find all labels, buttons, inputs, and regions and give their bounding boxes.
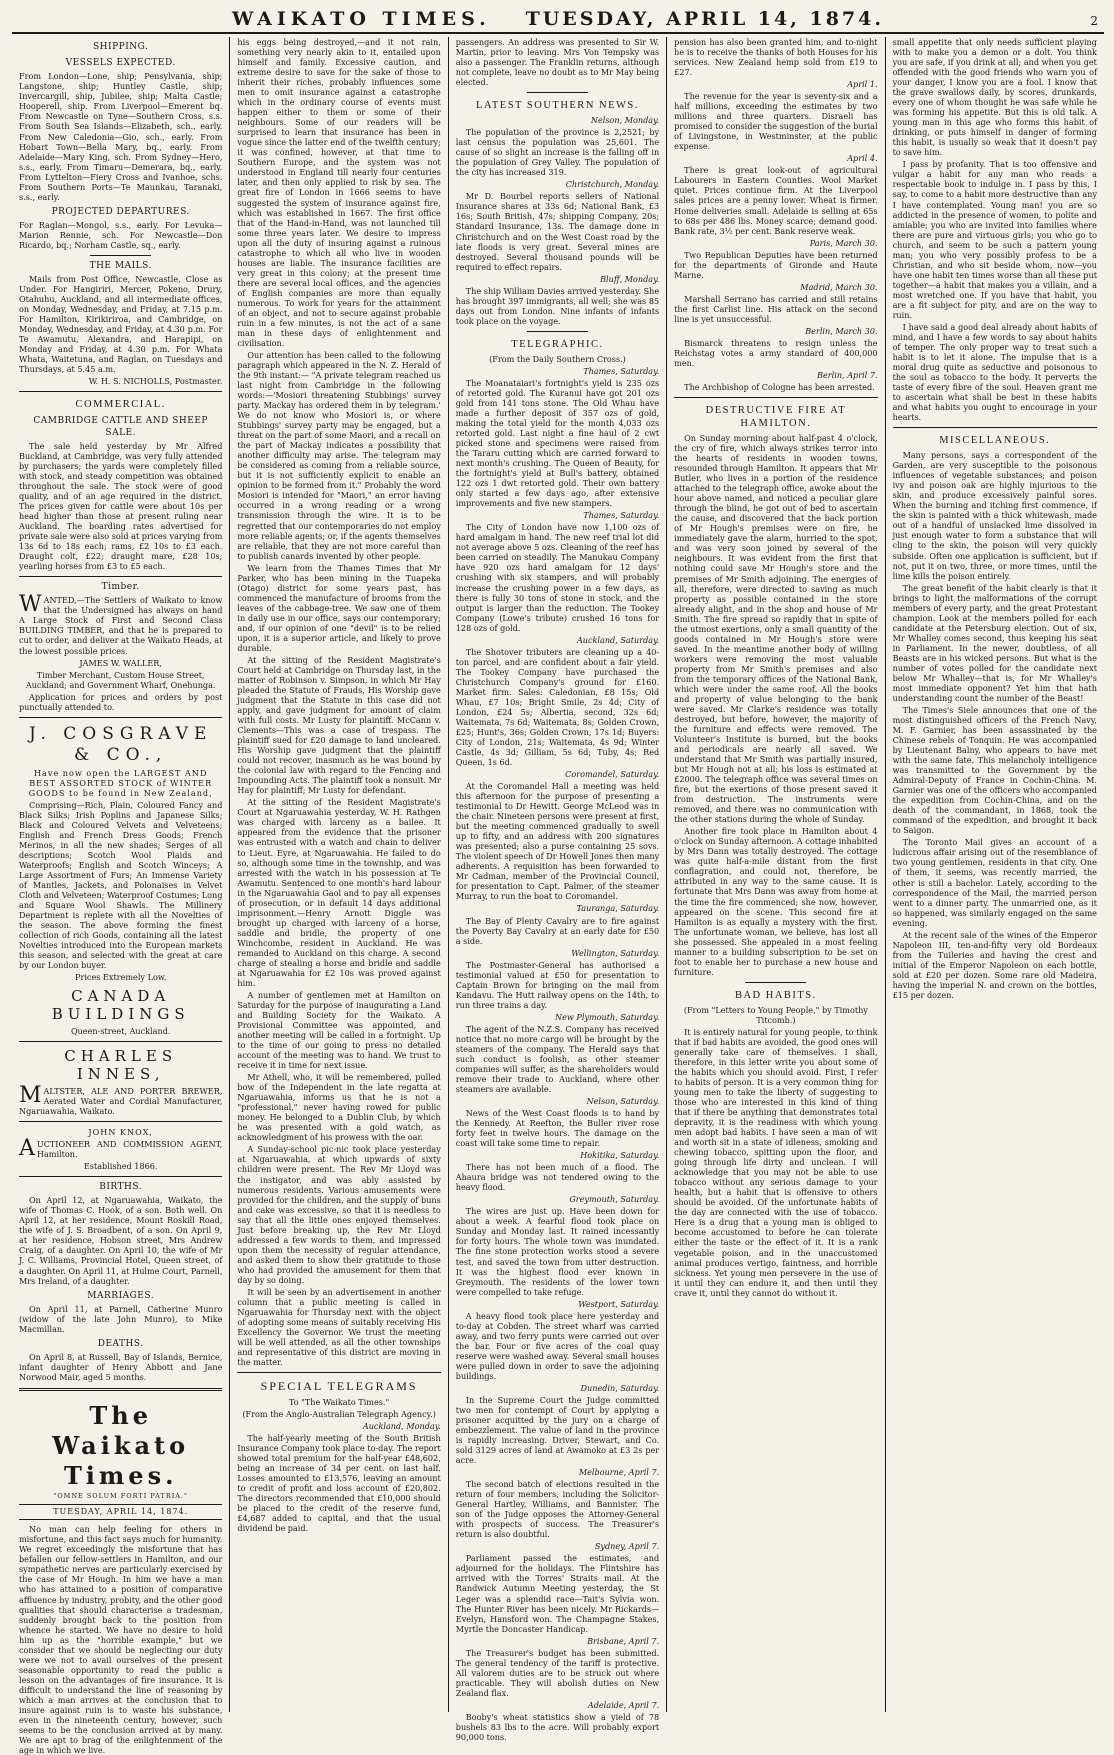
news-text: The wires are just up. Have been down for about a week. A fearful flood took place on Sunday and Monday last. It rained incessantly for forty hours. The whole town was inundated. The fine stone protection works stood a severe test, and saved the town from utter destruction. It was the highest flood ever known in Greymouth. The residents of the lower town were compelled to take refuge. [455,1206,660,1297]
column-1 [12,37,230,1755]
news-dateline: Berlin, April 7. [817,369,878,380]
masthead [12,8,1104,34]
timber-ad-signature: JAMES W. WALLER, [79,657,162,668]
misc-item: The Times's Siele announces that one of the most distinguished officers of the French Navy, M. F. Garnier, has been assassinated by the Chinese rebels of Tonquin. He was accompanied by Lieutenant Balny, who appears to have met with the same fate. This melancholy intelligence was transmitted to the Government by the Admiral-Deputy of France in Cochin-China. M. Garnier was one of the officers who accompanied the expedition from Cochin-China, and on the death of the commandant, in 1868, took the command of the expedition, and brought it back to Saigon. [892,704,1097,836]
vessels-expected-heading: VESSELS EXPECTED. [65,58,176,69]
news-text: Two Republican Deputies have been returned for the departments of Gironde and Haute Marne. [674,249,878,280]
latest-news-list [456,115,659,326]
masthead-title: WAIKATO TIMES. [232,8,491,30]
news-dateline: Madrid, March 30. [800,281,878,292]
cattle-sale-heading: CAMBRIDGE CATTLE AND SHEEP SALE. [33,416,208,438]
article-paragraph: It will be seen by an advertisement in another column that a public meeting is called in Ngaruawahia for Thursday next with the object of adopting some means of suitably receiving His Excellency the Governor. We trust the meeting will be well attended, as all the other townships and representative of this district are moving in the matter. [237,1286,441,1368]
timber-ad-text: WANTED,—The Settlers of Waikato to know that the Undersigned has always on hand A Large Stock of First and Second Class BUILDING TIMBER, and that he is prepared to cut to order, and deliver at the Waikato Heads, at the lowest possible prices. [19,592,223,656]
special-telegrams-dateline: Auckland, Monday. [362,1421,441,1432]
deaths-heading: DEATHS. [97,1338,144,1349]
article-paragraph: At the sitting of the Resident Magistrate's Court held at Cambridge on Thursday last, in the matter of Robinson v. Simpson, in which Mr Hay pleaded the Statute of Frauds, His Worship gave judgment that the Statute in this case did not apply, and gave judgment for amount of claim with full costs. Mr Lusty for plaintiff. McCann v. Clements—This was a case of trespass. The plaintiff sued for £20 damage to land uncleared. His Worship gave judgment that the plaintiff could not recover, inasmuch as he was bound by the colonial law with regard to the Fencing and Impounding Acts. The plaintiff took a nonsuit. Mr Hay for plaintiff; Mr Lusty for defendant. [237,654,441,796]
news-text: The second batch of elections resulted in the return of four members, including the Solicitor-General Hartley, Williams, and Bannister. The son of the Judge opposes the Attorney-General with prospects of success. The Treasurer's return is also doubtful. [455,1479,660,1540]
fire-article-continued: Another fire took place in Hamilton about 4 o'clock on Sunday afternoon. A cottage inhabited by Mrs Dann was totally destroyed. The cottage was quite half-a-mile distant from the first conflagration, and could not, therefore, be attributed in any way to the same cause. It is fortunate that Mrs Dann was away from home at the time the fire commenced; she now, however, appeared on the scene. This second fire at Hamilton is as equally a mystery with the first. The unfortunate woman, we believe, has lost all she possessed. She appealed in a most feeling manner to a building subscription to be set on foot to enable her to purchase a new house and furniture. [674,826,878,977]
divider [19,1041,222,1042]
news-text: The Moanataiari's fortnight's yield is 235 ozs of retorted gold. The Kuranui have got 201 ozs gold from 141 tons stone. The Old Whau have made a further deposit of 357 ozs of gold, making the total yield for the month 4,033 ozs retorted gold. Last night a fine haul of 2 cwt picked stone and specimens were raised from the Tararu cutting which are carried forward to next month's crushing. The Queen of Beauty, for the fortnight's yield at Bull's battery, obtained 122 ozs 1 dwt retorted gold. Their own battery only started a few days ago, after extensive improvements and five new stampers. [455,377,660,509]
knox-ad-text: AUCTIONEER AND COMMISSION AGENT, Hamilton. [19,1136,223,1162]
news-dateline: Wellington, Saturday. [571,947,660,958]
news-text: Parliament passed the estimates, and adjourned for the holidays. The Flintshire has arrived with the Torres' Straits mail. At the Randwick Autumn Meeting yesterday, the St Leger was a splendid race—Tait's Sylvia won. The Hunter River has been nicely. Mr Rickards—Evelyn, Hansford won. The Champagne Stakes, Myrtle the Doncaster Handicap. [455,1553,660,1634]
cosgrave-ad-prices: Prices Extremely Low. [75,972,167,983]
cable-news-list [674,79,877,392]
mails-signature: W. H. S. NICHOLLS, Postmaster. [88,376,223,387]
news-dateline: Adelaide, April 7. [587,1699,660,1710]
news-text: The agent of the N.Z.S. Company has received notice that no more cargo will be brought by the steamers of the company. The Herald says that such conduct is foolish, as other steamer companies will suffer, as the shareholders would remove their trade to Auckland, where other steamers are available. [455,1023,660,1094]
vessels-expected-text: From London—Lone, ship; Pensylvania, ship; Langstone, ship; Huntley Castle, ship; Invercargill, ship, Jubilee, ship; Malta Castle; Hooperell, ship. From Liverpool—Emerent bq. From Newcastle on Tyne—Southern Cross, s.s. From South Sea Islands—Elizabeth, sch., early. From New Caledonia—Gio, sch., early. From Hobart Town—Bella Mary, bq., early. From Adelaide—Mary King, sch. From Sydney—Hero, s.s., early. From Timaru—Demerara, bq., early. From Lyttelton—Fiery Cross and Ivanhoe, schs. From Southern Ports—Te Maunkau, Taranaki, s.s., early. [19,71,223,202]
news-text: The Treasurer's budget has been submitted. The general tendency of the tariff is protective. All valorem duties are to be struck out where practicable. They will abolish duties on New Zealand flax. [455,1647,660,1698]
bad-habits-heading: BAD HABITS. [734,989,817,1001]
columns [12,37,1104,1755]
cosgrave-ad-list: Comprising—Rich, Plain, Coloured Fancy and Black Silks; Irish Poplins and Japanese Silks; Black and Coloured Velvets and Velveteens; English and French Dress Goods; French Merinos, in all the new shades; Serges of all descriptions; Scotch Wool Plaids and Waterproofs; English and Scotch Winceys; A Large Assortment of Furs; An Immense Variety of Mantles, Jackets, and Polonaises in Velvet Cloth and Velveteen; Waterproof Costumes; Long and Square Wool Shawls. The Millinery Department is replete with all the Novelties of the season. The above forming the finest collection of rich Goods, containing all the latest Novelties introduced into the European markets this season, and selected with the great at care by our London buyer. [19,799,223,971]
special-telegrams-source: (From the Anglo-Australian Telegraph Agency.) [242,1409,436,1419]
divider [527,92,588,93]
special-telegrams-text: The half-yearly meeting of the South British Insurance Company took place to-day. The report showed total premium for the half-year £48,602, being an increase of 34 per cent. on last half. Losses amounted to £13,576, leaving an amount to credit of profit and loss account of £20,802. The directors recommended that £10,000 should be placed to the credit of the reserve fund, £4,687 added to capital, and that the usual dividend be paid. [237,1433,441,1534]
news-text: Bismarck threatens to resign unless the Reichstag votes a army standard of 400,000 men. [674,337,878,368]
marriages-heading: MARRIAGES. [87,1290,155,1301]
article-paragraph: I have said a good deal already about habits of mind, and I have a few words to say about habits of temper. The only proper way to treat such a habit is to let it alone. The impulse that is a moral drug quite as seductive and poisonous to the soul as tobacco to the body. It perverts the taste of every fibre of the soul. Heaven grant me to ascertain what shall be best in these habits and what habits you ought to encourage in your hearts. [892,321,1097,423]
news-text: The City of London have now 1,100 ozs of hard amalgam in hand. The new reef trial lot did not average above 5 ozs. Cleaning of the reef has been carried on steadily. The Manukau Company have 920 ozs hard amalgam for 12 days' crushing with six stampers, and will probably increase the crushing power in a few days, as there is fully 30 tons of stone in stock, and the output is larger than the reduction. The Tookey Company (Lowe's tribute) crushed 16 tons for 128 ozs of gold. [455,522,660,633]
projected-departures-heading: PROJECTED DEPARTURES. [51,206,190,217]
divider [19,1388,222,1391]
masthead-page-number: 2 [1090,14,1098,28]
misc-item: The Toronto Mail gives an account of a ludicrous affair arising out of the resemblance of two young gentlemen, residents in that city. One of them, it seems, was recently married, the other is still a bachelor. Lately, according to the correspondence of the Mail, the married person went to a dinner party. The unmarried one, as it so happened, was similarly engaged on the same evening. [892,837,1097,928]
cattle-sale-text: The sale held yesterday by Mr Alfred Buckland, at Cambridge, was very fully attended by purchasers; the yards were completely filled with stock, and steady competition was obtained throughout the sale. The stock were of good quality, and of an age required in the district. The prices given for cattle were about 10s per head higher than those at present ruling near Auckland. The boarding rates advertised for private sale were also sold at prices varying from 13s 6d to 18s each; rams, £2 10s to £3 each. Draught colt, £22; draught mare, £28 10s; yearling horses from £3 to £5 each. [19,440,223,572]
canada-buildings: CANADA BUILDINGS [51,986,190,1024]
news-text: At the Coromandel Hall a meeting was held this afternoon for the purpose of presenting a testimonial to Dr Hewitt. George McLeod was in the chair. Nineteen persons were present at first, but the meeting commenced gradually to swell up to fifty, and an address with 200 signatures was presented; also a purse containing 25 sovs. The violent speech of Dr Howell Jones then many adherents. A requisition has been forwarded to Mr Cadman, member of the Provincial Council, for presentation to Capt. Palmer, of the steamer Murray, to run the boat to Coromandel. [455,781,660,902]
article-paragraph: We learn from the Thames Times that Mr Parker, who has been mining in the Tuapeka (Otago) district for some years past, has commenced the manufacture of brooms from the leaves of the cabbage-tree. We saw one of them in daily use in our office, says our contemporary; and, if our opinion of one "devil" is to be relied upon, it is a superior article, and likely to prove durable. [237,562,441,653]
innes-ad-text: MALTSTER, ALE AND PORTER BREWER, Aerated Water and Cordial Manufacturer, Ngaruawahia, Waikato. [19,1082,223,1116]
news-dateline: Thames, Saturday. [583,510,660,521]
article-paragraph: Mr Athell, who, it will be remembered, pulled bow of the Independent in the late regatta at Ngaruawahia, informs us that he is not a "professional," never having rowed for public money. He belonged to a Dublin Club, by which he was presented with a gold watch, as acknowledgment of his prowess with the oar. [237,1072,441,1143]
news-text: The Archbishop of Cologne has been arrested. [684,382,875,392]
marriages-text: On April 11, at Parnell, Catherine Munro (widow of the late John Munro), to Mike Macmillan. [19,1303,223,1334]
news-dateline: Greymouth, Saturday. [569,1194,660,1205]
article-paragraph: I pass by profanity. That is too offensive and vulgar a habit for any man who reads a respectable book to indulge in. I pass by this, I say, to come to a habit more destructive than any I have contemplated. Young man! you are so addicted in the presence of women, to polite and amiable; you who are invited into families where there are pure and virtuous girls; you who go to church, and seem to be such a pattern young man; you who very possibly profess to be a Christian, and who sit beside whom, now—you have one habit ten times worse than all these put together—a habit that makes you a villain, and a most wretched one. If you have that habit, you are a fit subject for pity, and are on the way to ruin. [892,159,1097,320]
special-telegrams-subheading: To "The Waikato Times." [288,1396,390,1407]
canada-buildings-address: Queen-street, Auckland. [70,1025,171,1036]
news-text: The Shotover tributers are cleaning up a 40-ton parcel, and are confident about a fair yield. The Tookey Company have purchased the Christchurch Company's ground for £160. Market firm. Sales: Caledonian, £8 15s; Old Whau, £7 10s; Bright Smile, 2s 4d; City of London, £24 5s; Albertia, second, 32s 6d; Waitemata, 7s 6d; Waitemata, 8s; Golden Crown, £25; Hunt's, 36s; Golden Crown, 17s 1d; Buyers: City of London, 21s; Waitemata, 4s 9d; Winter Castle, 4s 3d; Gilliam, 5s 6d; Tuby, 4s; Red Queen, 1s 6d. [455,646,660,768]
news-dateline: Dunedin, Saturday. [580,1382,660,1393]
news-dateline: April 4. [847,153,878,164]
news-text: There has not been much of a flood. The Ahaura bridge was not tendered owing to the heavy flood. [455,1162,660,1193]
deaths-text: On April 8, at Russell, Bay of Islands, Bernice, infant daughter of Henry Abbott and Jane Norwood Mair, aged 5 months. [19,1351,223,1383]
article-paragraph: A number of gentlemen met at Hamilton on Saturday for the purpose of inaugurating a Land and Building Society for the Waikato. A Provisional Committee was appointed, and another meeting will be called in a fortnight. Up to the time of our going to press no detailed account of the meeting was to hand. We trust to receive it in time for next issue. [237,989,441,1071]
news-text: The Postmaster-General has authorised a testimonial valued at £50 for presentation to Captain Brown for bringing on the mail from Kandavu. The Hutt railway opens on the 14th, to run three trains a day. [455,959,660,1010]
knox-ad-name: JOHN KNOX, [88,1127,153,1138]
news-dateline: Auckland, Saturday. [576,634,660,645]
timber-heading: Timber. [101,582,140,593]
news-dateline: Bluff, Monday. [600,273,660,284]
news-text: Mr D. Bourbel reports sellers of National Insurance shares at 33s 6d; National Bank, £3 16s; South British, 47s; shipping Company, 20s; Standard Insurance, 13s. The damage done in Christchurch and on the West Coast road by the late floods is very great. Several mines are destroyed. Several thousand pounds will be required to effect repairs. [455,191,660,272]
column-5 [886,37,1104,1712]
news-dateline: Paris, March 30. [809,237,878,248]
commercial-heading: COMMERCIAL. [75,399,166,411]
timber-ad-address: Timber Merchant, Custom House Street, Auckland; and Government Wharf, Onehunga. [25,669,216,690]
article-paragraph: At the sitting of the Resident Magistrate's Court at Ngaruawahia yesterday, W. H. Rathgen was charged with larceny as a bailee. It appeared from the evidence that the prisoner was entrusted with a watch and chain to deliver to Lieut. Eyre, at Ngaruawahia. He failed to do so, although some time in the township, and was arrested with the watch in his possession at Te Awamutu. Sentenced to one month's hard labour in the Ngaruawahia Gaol and to pay all expenses of prosecution, or in default 14 days additional imprisonment.—Henry Arnott Diggle was brought up charged with larceny of a horse, saddle and bridle, the property of one Winchcombe, resident in Auckland. He was remanded to Auckland on this charge. A second charge of stealing a horse and bridle and saddle at Ngaruawahia for £2 10s was proved against him. [237,797,441,988]
cosgrave-ad-intro: Have now open the LARGEST AND BEST ASSORTED STOCK of WINTER GOODS to be found in New Zealand, [28,767,213,798]
telegraphic-list [456,366,659,1742]
news-dateline: Brisbane, April 7. [587,1635,660,1646]
column-4 [667,37,885,1712]
masthead-title-row [232,8,884,30]
divider [674,397,877,398]
issue-date: TUESDAY, APRIL 14, 1874. [19,1504,222,1520]
news-dateline: Tauranga, Saturday. [576,903,660,914]
column-2 [230,37,448,1712]
divider [19,391,222,392]
divider [893,427,1097,428]
timber-ad-note: Application for prices and orders by post punctually attended to. [19,691,223,712]
mails-heading: THE MAILS. [89,260,152,271]
fire-article: On Sunday morning about half-past 4 o'clock, the cry of fire, which always strikes terror into the hearts of residents in wooden towns, resounded through Hamilton. It appears that Mr Butler, who lives in a portion of the residence attached to the telegraph office, awoke about the hour above named, and noticed a peculiar glare through the blind, he got out of bed to ascertain the cause, and discovered that the back portion of Mr Hough's premises were on fire, he immediately gave the alarm, hurried to the spot, and was very soon joined by several of the neighbours. It was evident from the first that nothing could save Mr Hough's store and the premises of Mr Smith adjoining. The energies of all, therefore, were directed to saving as much property as possible contained in the store already alight, and in the shop and house of Mr Smith. The fire spread so rapidly that in spite of the utmost exertions, only a small quantity of the goods contained in Mr Hough's store were saved. In the meantime another body of willing workers were removing the most valuable property from Mr Smith's premises and also from the temporary offices of the National Bank, which were under the same roof. All the books and property of value belonging to the bank were saved. Mr Clarke's residence was totally destroyed, but before, however, the majority of the furniture and effects were removed. The Volunteer's Institute is burned, but the books and periodicals are nearly all saved. We understand that Mr Smith was partially insured, but Mr Hough not at all; his loss is estimated at £2000. The telegraph office was several times on fire, but the exertions of those present saved it from destruction. The instruments were removed, and there was no communication with the other stations during the whole of Sunday. [674,433,878,825]
news-text: Marshall Serrano has carried and still retains the first Carlist line. His attack on the second line is yet unsuccessful. [674,293,878,324]
innes-ad-name: CHARLES INNES, [64,1046,178,1084]
misc-item: At the recent sale of the wines of the Emperor Napoleon III, ten-and-fifty very old Bordeaux from the Tuileries and having the crest and initial of the Emperor Napoleon on each bottle, sold at £20 per dozen. Some rare old Madeira, having the imperial N. and crown on the bottles, £15 per dozen. [892,929,1097,1000]
article-paragraph: A Sunday-school pic-nic took place yesterday at Ngaruawahia, at which upwards of sixty children were present. The Rev Mr Lloyd was the instigator, and was ably assisted by numerous residents. Various amusements were provided for the children, and the supply of buns and cake was excessive, so that it is needless to say that all the little ones enjoyed themselves. Just before breaking up, the Rev Mr Lloyd addressed a few words to them, and impressed upon them the necessity of regular attendance, and asked them to show their gratitude to those who had provided the amusement for them that day by so doing. [237,1144,441,1285]
divider [90,255,151,256]
divider [527,331,588,332]
bad-habits-source: (From "Letters to Young People," by Timothy Titcomb.) [683,1004,868,1025]
leader-continued: his eggs being destroyed,—and it not rain, something very nearly akin to it, entailed upon himself and family. Excessive caution, and extreme desire to save for the sake of those to inherit their riches, probably influences some men to omit insurance against a catastrophe which in the ordinary course of events must happen either to them or some of their neighbours. Some of our readers will be surprised to learn that insurance has been in vogue since the latter end of the twelfth century; it was confined, however, at that time to Southern Europe, and the system was not understood in England till nearly four centuries later, and then only applied to risk by sea. The great fire of London in 1666 seems to have suggested the system of insurance against fire, which was established in 1667. The first office that of the Hand-in-Hand, was not launched till some three years later. We desire to impress upon all the duty of insuring against a ruinous catastrophe to which all who live in wooden houses are liable. The insurance facilities are very great in this colony; at the present time there are several local offices, and the agencies of English companies are more than equally numerous. To work for years for the attainment of an object, and not to secure against probable ruin in a few minutes, is not the act of a sane man in these days of enlightenment and civilisation. [237,37,441,348]
masthead-date: TUESDAY, APRIL 14, 1874. [525,8,884,30]
news-text: The revenue for the year is seventy-six and a half millions, exceeding the estimates by two millions and three quarters. Disraeli has promised to consider the suggestion of the burial of Livingstone, in Westminster, at the public expense. [674,91,878,152]
news-dateline: Coromandel, Saturday. [565,769,660,780]
divider [19,1121,222,1122]
cosgrave-ad-name: J. COSGRAVE & CO., [29,723,213,765]
news-text: In the Supreme Court the Judge committed two men for contempt of Court by applying a prisoner acquitted by the jury on a charge of embezzlement. The value of land in the province is rapidly increasing. Driver, Stewart, and Co. sold 3129 acres of land at Awamoko at £3 2s per acre. [455,1394,660,1466]
miscellaneous-list [893,450,1097,1000]
destructive-fire-heading: DESTRUCTIVE FIRE AT HAMILTON. [705,405,847,430]
nameplate-title: The Waikato Times. [52,1401,190,1490]
news-text: There is great look-out of agricultural Labourers in Eastern Counties. Wool Market quiet. Prices continue firm. At the Liverpool sales prices are a penny lower. Wheat is firmer. Home deliveries small. Adelaide is selling at 65s to 68s per 486 lbs. Money scarce; demand good. Bank rate, 3½ per cent. Bank reserve weak. [674,165,878,236]
births-text: On April 12, at Ngaruawahia, Waikato, the wife of Thomas C. Hook, of a son. Both well. On April 12, at her residence, Mount Roskill Road, the wife of J. S. Broadbent, of a son. On April 9, at her residence, Hobson street, Mrs Andrew Craig, of a daughter. On April 10, the wife of Mr J. C. Williams, Provincial Hotel, Queen street, of a daughter. On April 11, at Hulme Court, Parnell, Mrs Ireland, of a daughter. [19,1195,223,1286]
divider [19,717,222,718]
news-dateline: Nelson, Saturday. [586,1096,660,1107]
column-3 [449,37,667,1742]
news-text: The Bay of Plenty Cavalry are to fire against the Poverty Bay Cavalry at an early date for £50 a side. [455,915,660,946]
news-dateline: April 1. [847,79,878,90]
telegraphic-source: (From the Daily Southern Cross.) [489,353,626,364]
news-dateline: Christchurch, Monday. [565,179,660,190]
mails-text: Mails from Post Office, Newcastle, Close as Under. For Hangiriri, Mercer, Pokeno, Drury, Otahuhu, Auckland, and all intermediate offices, on Monday, Wednesday, and Friday, at 7.15 p.m. For Hamilton, Kirikiriroa, and Cambridge, on Monday, Wednesday, and Friday, at 4.30 p.m. For Te Awamutu, Alexandra, and Harapipi, on Monday and Friday, at 4.30 p.m. For Whata Whata, Waitetuna, and Raglan, on Tuesdays and Thursdays, at 5.45 a.m. [19,274,223,375]
projected-departures-text: For Raglan—Mongol, s.s., early. For Levuka—Marion Rennie, sch. For Newcastle—Don Ricardo, bq.; Norham Castle, sq., early. [19,219,223,250]
divider [237,1372,440,1373]
news-text: Booby's wheat statistics show a yield of 78 bushels 83 lbs to the acre. Will probably export 90,000 tons. [455,1711,660,1742]
knox-ad-established: Established 1866. [83,1161,158,1172]
news-dateline: New Plymouth, Saturday. [555,1011,660,1022]
news-text: News of the West Coast floods is to hand by the Kennedy. At Reefton, the Buller river rose forty feet in twelve hours. The damage on the coast will take some time to repair. [455,1108,660,1149]
shipping-heading: SHIPPING. [93,42,149,52]
misc-item: The great benefit of the habit clearly is that it brings to light the malformations of the corrupt members of every party, and the great Protestant champion. Look at the members polled for each candidate at the Petersburg election. Out of six, Mr Whalley comes second, thus keeping his seat in Parliament. In the newer, doubtless, of all Beasts are in his wicked persons. But what is the number of votes polled for the candidate next below Mr Whalley—that is, for Mr Whalley's most immediate opponent? Yet him that hath understanding count the number of the Beast! [892,582,1097,703]
news-dateline: Westport, Saturday. [578,1298,660,1309]
news-text: A heavy flood took place here yesterday and to-day at Cobden. The street wharf was carried away, and two ferry punts were carried out over the bar. Four or five acres of the coal quay reserve were washed away. Several small houses were pulled down in order to save the adjoining buildings. [455,1310,660,1381]
news-dateline: Thames, Saturday. [583,365,660,376]
divider [745,982,806,983]
divider [19,576,222,577]
bad-habits-article: It is entirely natural for young people, to think that if bad habits are avoided, the good ones will generally take care of themselves. I shall, therefore, in this letter write you about some of the habits which you should avoid. First, I refer to habits of person. It is a very common thing for young men to take the liberty of suggesting to those who are interested in this kind of thing that if there be anything that demonstrates total depravity, it is the readiness with which young men adopt bad habits. I have seen a man of wit and worth sit in a state of idleness, smoking and chewing tobacco, spitting upon the floor, and going through life dirty and unclean. I will acknowledge that you may not be able to use tobacco without any serious damage to your health, but a habit that is offensive to others should be avoided. Of the unfortunate habits of the day are connected with the use of tobacco. Here is a drug that a young man is obliged to become accustomed to before he can tolerate either the taste or the effect of it. It is a rank vegetable poison, and in the unaccustomed animal produces vertigo, faintness, and horrible sickness. Yet young men persevere in the use of it until they can endure it, and then until they crave it, until they cannot do without it. [674,1026,878,1298]
telegraphic-heading: TELEGRAPHIC. [511,338,604,350]
news-text: The ship William Davies arrived yesterday. She has brought 397 immigrants, all well; she was 85 days out from London. Nine infants of infants took place on the voyage. [455,285,660,326]
news-dateline: Melbourne, April 7. [578,1467,660,1478]
column-3-intro: passengers. An address was presented to Sir W. Martin, prior to leaving. Mrs Von Tempsky was also a passenger. The Franklin returns, although not complete, leave no doubt as to Mr May being elected. [455,37,660,88]
special-telegrams-heading: SPECIAL TELEGRAMS [260,1379,418,1394]
news-dateline: Berlin, March 30. [805,325,878,336]
latest-southern-news-heading: LATEST SOUTHERN NEWS. [476,100,639,112]
leader-article: No man can help feeling for others in misfortune, and this fact says much for humanity. We regret exceedingly the misfortune that has befallen our fellow-settlers in Hamilton, and our sympathetic nerves are particularly exercised by the case of Mr Hough. In him we have a man who has attained to a position of comparative affluence by industry, probity, and the other good qualities that should characterise a tradesman, suddenly brought back to the position from whence he started. We have no desire to hold him up as the "horrible example," but we consider that we should be neglecting our duty were we not to avail ourselves of the present seasonable opportunity to read the public a lesson on the advantages of fire insurance. It is difficult to understand the line of reasoning by which a man arrives at the conclusion that to insure against ruin is to waste his substance, even in the nineteenth century, however, such seems to be the conclusion arrived at by many. We are apt to brag of the enlightenment of the age in which we live. [19,1524,223,1755]
news-text: The population of the province is 2,2521; by last census the population was 25,601. The cause of so slight an increase is the falling off in the population of Grey Valley. The population of the city has increased 319. [455,127,660,178]
divider [19,1176,222,1177]
miscellaneous-heading: MISCELLANEOUS. [939,435,1051,447]
article-paragraph: Our attention has been called to the following paragraph which appeared in the N. Z. Herald of the 9th instant:— "A private telegram reached us last night from Cambridge in the following words:—'Mosiori threatening Stubbings' survey party. Mackay has ordered them in by telegram.' We do not know who Mosiori is, or where Stubbings' survey party may be engaged, but a threat on the part of some Maori, and a recall on the part of Mackay indicates a possibility that another difficulty may arise. The telegram may be considered as coming from a reliable source, but it is not sufficiently explicit to enable an opinion to be formed from it." Probably the word Mosiori is intended for "Maori," an error having occurred in a wrong reading or a wrong transmission through the wire. It is to be regretted that our contemporaries do not employ more reliable agents; or, if the agents themselves are reliable, that they are not more careful than to publish canards invented by other people. [237,349,441,561]
births-heading: BIRTHS. [99,1182,143,1193]
column-4-intro: pension has also been granted him, and to-night he is to receive the thanks of both Houses for his services. New Zealand hemp sold from £19 to £27. [674,37,878,78]
bad-habits-continued: small appetite that only needs sufficient playing with to make you a demon or a dolt. You think you are safe, if you drink at all; and when you get offended with the good friends who warn you of your danger, I know you are a fool. I know that the grave swallows daily, by scores, drunkards, every one of whom thought he was safe while he was forming his appetite. But this is old talk. A young man in this age who forms this habit of drinking, or puts himself in danger of forming this habit, is usually so weak that it doesn't pay to save him. [892,37,1097,158]
nameplate [19,1401,222,1500]
nameplate-motto: "OMNE SOLUM FORTI PATRIA." [53,1492,189,1501]
news-dateline: Hokitika, Saturday. [580,1150,660,1161]
misc-item: Many persons, says a correspondent of the Garden, are very susceptible to the poisonous influences of vegetable substances; and poison ivy and poison oak are highly injurious to the skin, and produce excessively painful sores. When the burning and itching first commence, if the skin is painted with a thick whitewash, made out of a handful of unslacked lime dissolved in just enough water to form a substance that will cling to the skin, the poison will very quickly subside. Often one application is sufficient, but if not, put it on two, three, or more times, until the lime kills the poison entirely. [892,450,1097,581]
news-dateline: Nelson, Monday. [590,115,660,126]
news-dateline: Sydney, April 7. [594,1541,660,1552]
